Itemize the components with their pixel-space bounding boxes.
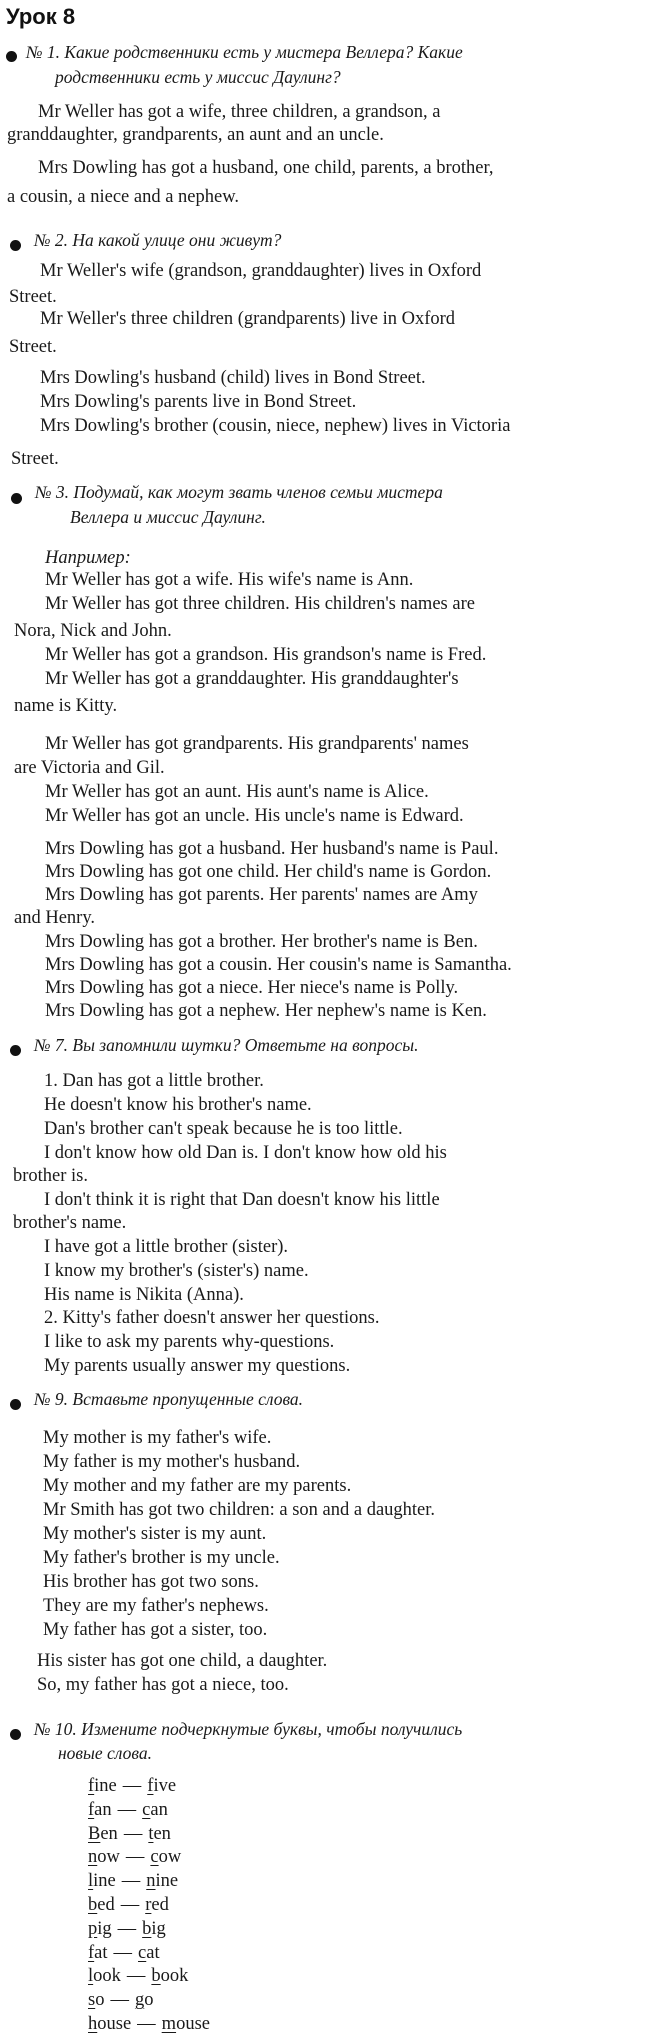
text-line: My father has got a sister, too.	[43, 1620, 268, 1640]
first-word-changed-letter: s	[88, 1990, 96, 2011]
text-line: His sister has got one child, a daughter.	[37, 1651, 328, 1671]
second-word-changed-letter: t	[148, 1823, 154, 1844]
first-word-changed-letter: l	[88, 1871, 94, 1892]
text-line: Mr Weller's wife (grandson, granddaughter) lives in Oxford	[40, 261, 482, 281]
section-9-heading: № 9. Вставьте пропущенные слова.	[34, 1389, 304, 1409]
text-line: Mrs Dowling has got a husband. Her husband's name is Paul.	[45, 839, 499, 859]
bullet-icon	[11, 493, 22, 504]
text-line: I know my brother's (sister's) name.	[44, 1261, 309, 1281]
second-word-changed-letter: b	[142, 1918, 152, 1939]
word-pair-row	[88, 1823, 171, 1845]
pair-dash: —	[117, 1799, 137, 1820]
word-pair-row	[88, 1846, 181, 1868]
second-word-changed-letter: b	[151, 1966, 161, 1987]
first-word-changed-letter: n	[88, 1847, 98, 1868]
text-line: Mr Weller has got a wife, three children, a grandson, a	[38, 102, 441, 122]
text-line: Mr Weller has got an aunt. His aunt's name is Alice.	[45, 782, 429, 802]
first-word-rest: ow	[97, 1847, 120, 1868]
second-word-changed-letter: c	[138, 1942, 147, 1963]
first-word-rest: ed	[97, 1895, 115, 1915]
text-line: My father's brother is my uncle.	[43, 1548, 280, 1568]
second-word-rest: ed	[151, 1895, 169, 1915]
text-line: brother's name.	[13, 1213, 127, 1233]
pair-dash: —	[110, 1990, 129, 2011]
second-word-rest: en	[153, 1823, 171, 1844]
second-word-rest: an	[150, 1799, 168, 1820]
text-line: Mrs Dowling's brother (cousin, niece, nephew) lives in Victoria	[40, 416, 511, 436]
section-2-heading: № 2. На какой улице они живут?	[34, 230, 282, 250]
first-word-changed-letter: B	[88, 1823, 101, 1844]
bullet-icon	[10, 1729, 21, 1740]
second-word-changed-letter: n	[146, 1871, 156, 1892]
text-line: Mrs Dowling has got a niece. Her niece's name is Polly.	[45, 978, 459, 998]
text-line: Mrs Dowling's husband (child) lives in Bond Street.	[40, 368, 426, 388]
text-line: Mr Weller has got a wife. His wife's name is Ann.	[45, 570, 414, 590]
word-pair-row	[88, 1989, 153, 2011]
text-line: His brother has got two sons.	[43, 1572, 259, 1592]
second-word-rest: ine	[155, 1871, 179, 1892]
text-line: I don't know how old Dan is. I don't know how old his	[44, 1143, 447, 1163]
first-word-changed-letter: f	[88, 1942, 95, 1963]
text-line: 1. Dan has got a little brother.	[44, 1071, 264, 1091]
word-pair-row	[88, 2013, 210, 2035]
text-line: granddaughter, grandparents, an aunt and an uncle.	[7, 125, 384, 145]
pair-dash: —	[122, 1776, 142, 1796]
second-word-changed-letter: f	[147, 1776, 154, 1796]
text-line: Mr Weller's three children (grandparents) live in Oxford	[40, 309, 456, 329]
text-line: Mrs Dowling has got a cousin. Her cousin's name is Samantha.	[45, 955, 512, 975]
text-line: Mrs Dowling has got a brother. Her brother's name is Ben.	[45, 932, 478, 952]
second-word-rest: ig	[151, 1918, 166, 1939]
pair-dash: —	[120, 1895, 140, 1915]
pair-dash: —	[121, 1871, 141, 1892]
lesson-title: Урок 8	[6, 4, 76, 29]
second-word-rest: ow	[158, 1847, 182, 1868]
second-word-rest: ive	[153, 1776, 177, 1796]
text-line: They are my father's nephews.	[43, 1596, 269, 1616]
pair-dash: —	[125, 1847, 145, 1868]
text-line: Street.	[11, 449, 59, 469]
text-line: Mr Weller has got three children. His children's names are	[45, 594, 475, 614]
second-word-changed-letter: g	[134, 1990, 145, 2011]
pair-dash: —	[123, 1823, 143, 1844]
second-word-rest: ouse	[176, 2014, 210, 2034]
section-10-heading: № 10. Измените подчеркнутые буквы, чтобы получились	[34, 1719, 463, 1739]
text-line: My father is my mother's husband.	[43, 1452, 301, 1472]
text-line: a cousin, a niece and a nephew.	[7, 187, 239, 207]
text-line: Mr Weller has got grandparents. His grandparents' names	[45, 734, 469, 754]
first-word-changed-letter: h	[88, 2014, 98, 2034]
section-7-heading: № 7. Вы запомнили шутки? Ответьте на вопросы.	[34, 1035, 419, 1055]
bullet-icon	[10, 1045, 21, 1056]
pair-dash: —	[137, 2014, 156, 2034]
word-pair-row	[88, 1918, 166, 1940]
text-line: Mrs Dowling's parents live in Bond Street.	[40, 392, 357, 412]
second-word-changed-letter: c	[150, 1847, 159, 1868]
word-pair-row	[88, 1942, 160, 1964]
text-line: I have got a little brother (sister).	[44, 1237, 289, 1257]
text-line: Mrs Dowling has got a husband, one child, parents, a brother,	[38, 158, 494, 178]
section-3-heading: № 3. Подумай, как могут звать членов семьи мистера	[35, 482, 443, 502]
text-line: and Henry.	[14, 908, 95, 928]
text-line: My parents usually answer my questions.	[44, 1356, 351, 1376]
text-line: I don't think it is right that Dan doesn't know his little	[44, 1190, 440, 1210]
text-line: Mr Weller has got a grandson. His grandson's name is Fred.	[45, 645, 487, 665]
word-pair-row	[88, 1894, 169, 1916]
section-3-heading: Веллера и миссис Даулинг.	[70, 507, 266, 527]
bullet-icon	[10, 1399, 21, 1410]
bullet-icon	[10, 240, 21, 251]
first-word-rest: ig	[97, 1918, 112, 1939]
text-line: Street.	[9, 287, 57, 307]
bullet-icon	[6, 51, 17, 62]
text-line: So, my father has got a niece, too.	[37, 1675, 289, 1695]
first-word-rest: at	[94, 1942, 108, 1963]
word-pair-row	[88, 1965, 188, 1987]
text-line: Mr Smith has got two children: a son and a daughter.	[43, 1500, 436, 1520]
first-word-rest: ine	[94, 1776, 117, 1796]
word-pair-row	[88, 1775, 176, 1797]
second-word-rest: at	[146, 1942, 160, 1963]
first-word-changed-letter: p	[88, 1918, 98, 1939]
first-word-rest: en	[100, 1823, 118, 1844]
text-line: 2. Kitty's father doesn't answer her questions.	[44, 1308, 380, 1328]
second-word-rest: ook	[160, 1966, 189, 1987]
first-word-changed-letter: b	[88, 1895, 98, 1915]
pair-dash: —	[117, 1918, 137, 1939]
first-word-rest: o	[95, 1990, 105, 2011]
text-line: Street.	[9, 337, 57, 357]
second-word-changed-letter: r	[145, 1895, 152, 1915]
text-line: Nora, Nick and John.	[14, 621, 172, 641]
text-line: I like to ask my parents why-questions.	[44, 1332, 335, 1352]
text-line: name is Kitty.	[14, 696, 118, 716]
second-word-changed-letter: c	[142, 1799, 151, 1820]
second-word-rest: o	[144, 1990, 154, 2011]
section-1-heading: родственники есть у миссис Даулинг?	[55, 67, 341, 87]
first-word-rest: ouse	[97, 2014, 132, 2034]
example-label: Например:	[45, 548, 131, 568]
first-word-changed-letter: f	[88, 1776, 95, 1796]
pair-dash: —	[126, 1966, 146, 1987]
first-word-rest: ine	[93, 1871, 116, 1892]
word-pair-row	[88, 1799, 168, 1821]
text-line: He doesn't know his brother's name.	[44, 1095, 312, 1115]
text-line: Mr Weller has got a granddaughter. His granddaughter's	[45, 669, 459, 689]
text-line: My mother is my father's wife.	[43, 1428, 272, 1448]
second-word-changed-letter: m	[161, 2014, 177, 2034]
text-line: My mother's sister is my aunt.	[43, 1524, 267, 1544]
word-pair-row	[88, 1870, 178, 1892]
text-line: Mrs Dowling has got a nephew. Her nephew's name is Ken.	[45, 1001, 487, 1021]
text-line: Mrs Dowling has got parents. Her parents' names are Amy	[45, 885, 478, 905]
text-line: Dan's brother can't speak because he is too little.	[44, 1119, 403, 1139]
text-line: are Victoria and Gil.	[14, 758, 165, 778]
first-word-changed-letter: f	[88, 1799, 95, 1820]
text-line: Mr Weller has got an uncle. His uncle's name is Edward.	[45, 806, 464, 826]
section-10-heading: новые слова.	[58, 1743, 152, 1763]
first-word-changed-letter: l	[88, 1966, 94, 1987]
section-1-heading: № 1. Какие родственники есть у мистера Веллера? Какие	[26, 42, 463, 62]
text-line: Mrs Dowling has got one child. Her child's name is Gordon.	[45, 862, 492, 882]
pair-dash: —	[113, 1942, 133, 1963]
first-word-rest: ook	[93, 1966, 121, 1987]
text-line: His name is Nikita (Anna).	[44, 1285, 244, 1305]
text-line: My mother and my father are my parents.	[43, 1476, 352, 1496]
text-line: brother is.	[13, 1166, 89, 1186]
first-word-rest: an	[94, 1799, 112, 1820]
